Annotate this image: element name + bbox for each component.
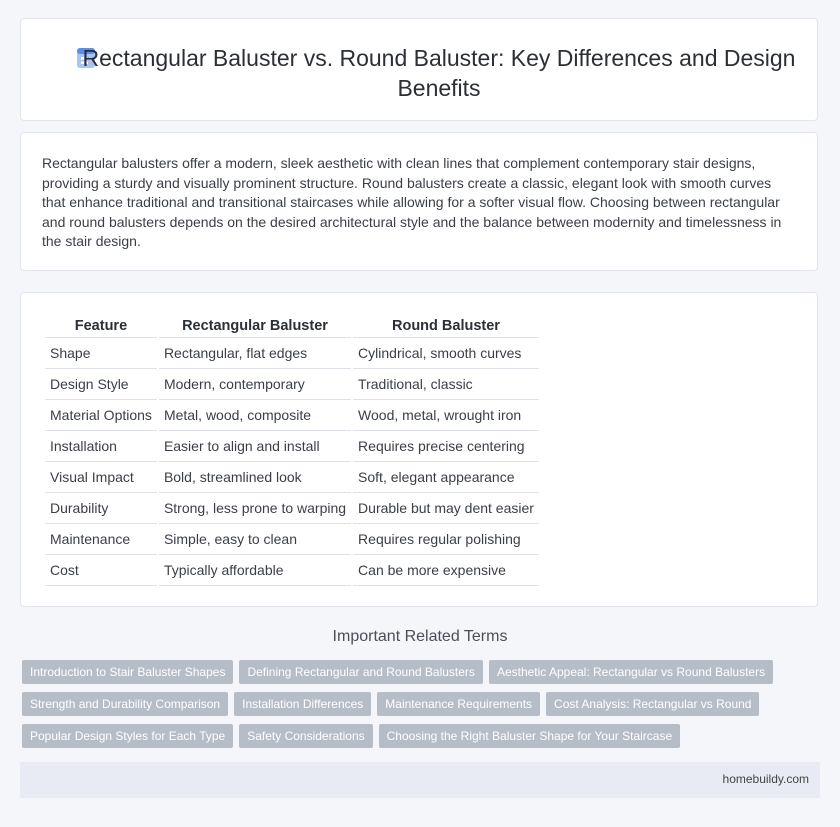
table-cell: Cost [45, 555, 157, 586]
intro-paragraph: Rectangular balusters offer a modern, sleek aesthetic with clean lines that complement contemporary stair designs, providing a sturdy and visually prominent structure. Round balusters create a classic, elegant look with smooth curves that enhance traditional and transitional staircases while allowing for a softer visual flow. Choosing between rectangular and round balusters depends on the desired architectural style and the balance between modernity and timelessness in the stair design. [42, 155, 782, 249]
table-row [45, 431, 539, 462]
table-cell: Metal, wood, composite [159, 400, 351, 431]
related-term-tag[interactable]: Introduction to Stair Baluster Shapes [22, 660, 233, 684]
table-cell: Soft, elegant appearance [353, 462, 539, 493]
related-term-tag[interactable]: Safety Considerations [239, 724, 372, 748]
header-card [20, 18, 818, 121]
page-title: Rectangular Baluster vs. Round Baluster: Key Differences and Design Benefits [82, 45, 796, 101]
table-cell: Requires precise centering [353, 431, 539, 462]
table-cell: Simple, easy to clean [159, 524, 351, 555]
table-row [45, 338, 539, 369]
related-term-tag[interactable]: Popular Design Styles for Each Type [22, 724, 233, 748]
table-cell: Can be more expensive [353, 555, 539, 586]
table-cell: Design Style [45, 369, 157, 400]
related-terms-heading: Important Related Terms [332, 628, 508, 645]
related-term-tag[interactable]: Aesthetic Appeal: Rectangular vs Round Balusters [489, 660, 773, 684]
table-row [45, 555, 539, 586]
related-term-tag[interactable]: Choosing the Right Baluster Shape for Your Staircase [379, 724, 681, 748]
table-row [45, 400, 539, 431]
table-cell: Typically affordable [159, 555, 351, 586]
table-cell: Strong, less prone to warping [159, 493, 351, 524]
column-header: Feature [45, 315, 157, 338]
table-cell: Durability [45, 493, 157, 524]
related-term-tag[interactable]: Strength and Durability Comparison [22, 692, 228, 716]
table-cell: Durable but may dent easier [353, 493, 539, 524]
table-row [45, 524, 539, 555]
related-term-tag[interactable]: Maintenance Requirements [377, 692, 540, 716]
table-row [45, 462, 539, 493]
column-header: Round Baluster [353, 315, 539, 338]
table-cell: Bold, streamlined look [159, 462, 351, 493]
table-cell: Maintenance [45, 524, 157, 555]
table-cell: Rectangular, flat edges [159, 338, 351, 369]
table-row [45, 369, 539, 400]
table-cell: Installation [45, 431, 157, 462]
table-cell: Visual Impact [45, 462, 157, 493]
table-row [45, 493, 539, 524]
comparison-table [43, 315, 541, 586]
table-cell: Material Options [45, 400, 157, 431]
table-header-row [45, 315, 539, 338]
table-cell: Modern, contemporary [159, 369, 351, 400]
table-cell: Requires regular polishing [353, 524, 539, 555]
site-name[interactable]: homebuildy.com [722, 772, 809, 786]
related-term-tag[interactable]: Cost Analysis: Rectangular vs Round [546, 692, 759, 716]
table-cell: Traditional, classic [353, 369, 539, 400]
table-cell: Wood, metal, wrought iron [353, 400, 539, 431]
table-cell: Shape [45, 338, 157, 369]
column-header: Rectangular Baluster [159, 315, 351, 338]
related-term-tag[interactable]: Installation Differences [234, 692, 371, 716]
related-terms-list [22, 660, 812, 748]
table-cell: Cylindrical, smooth curves [353, 338, 539, 369]
table-cell: Easier to align and install [159, 431, 351, 462]
footer-bar [20, 762, 820, 798]
related-term-tag[interactable]: Defining Rectangular and Round Balusters [239, 660, 482, 684]
comparison-card [20, 292, 818, 607]
intro-card [20, 132, 818, 271]
